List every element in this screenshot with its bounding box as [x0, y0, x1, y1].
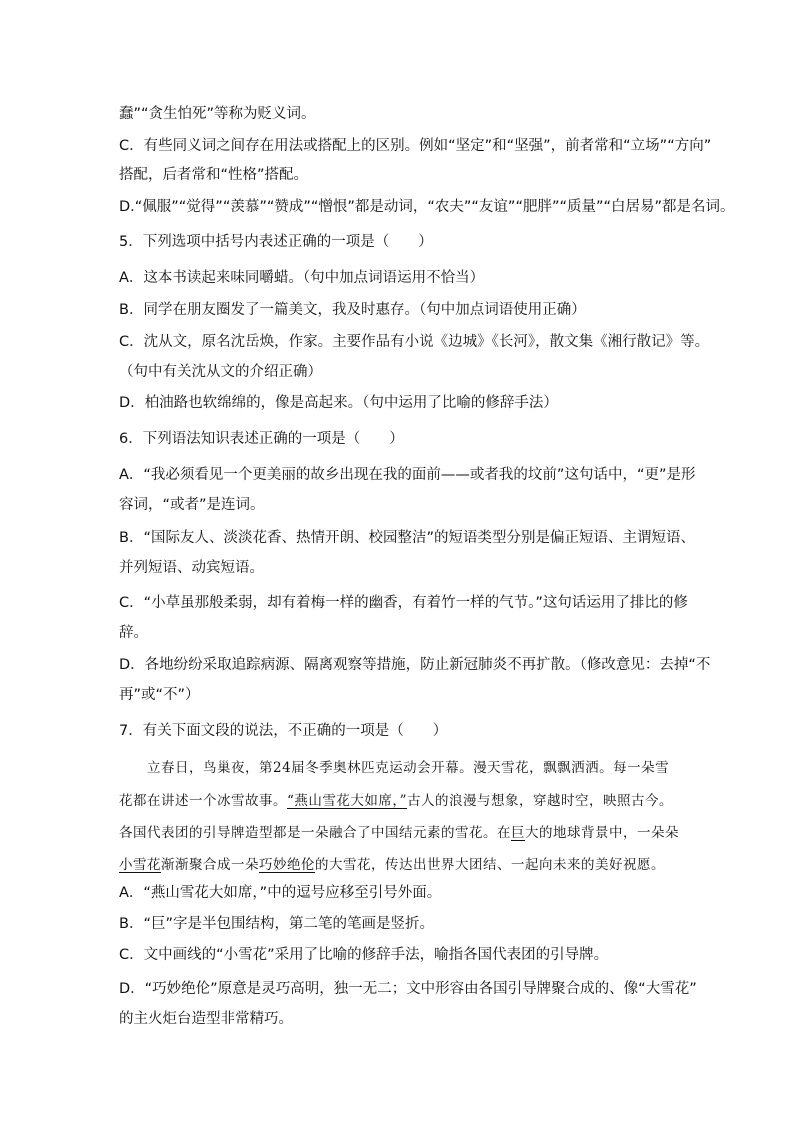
option-7b: B．“巨”字是半包围结构，第二笔的笔画是竖折。: [119, 916, 434, 932]
option-7d-cont: 的主火炬台造型非常精巧。: [119, 1011, 293, 1027]
option-5a: A．这本书读起来味同嚼蜡。（句中加点词语运用不恰当）: [119, 270, 485, 286]
text-line: 搭配，后者常和“性格”搭配。: [119, 167, 309, 183]
passage-text: 各国代表团的引导牌造型都是一朵融合了中国结元素的雪花。在: [119, 825, 511, 841]
option-6a-cont: 容词，“或者”是连词。: [119, 497, 265, 513]
passage-text: 渐渐聚合成一朵: [161, 857, 259, 873]
text-line: 蠢”“贪生怕死”等称为贬义词。: [119, 106, 316, 122]
option-6d-cont: 再”或“不”）: [119, 687, 200, 703]
passage-line: [119, 791, 673, 811]
text-line: C．有些同义词之间存在用法或搭配上的区别。例如“坚定”和“坚强”，前者常和“立场”“方向”: [119, 138, 712, 154]
passage-line: 立春日，鸟巢夜，第24届冬季奥林匹克运动会开幕。漫天雪花，飘飘洒洒。每一朵雪: [147, 760, 670, 776]
option-5c-cont: （句中有关沈从文的介绍正确）: [119, 364, 322, 380]
option-6b-cont: 并列短语、动宾短语。: [119, 560, 264, 576]
passage-text: 大的地球背景中，一朵朵: [525, 825, 679, 841]
underlined-text: 巧妙绝伦: [259, 857, 315, 873]
passage-text: 古人的浪漫与想象，穿越时空，映照古今。: [407, 793, 674, 809]
option-7c: C．文中画线的“小雪花”采用了比喻的修辞手法，喻指各国代表团的引导牌。: [119, 947, 609, 963]
passage-line: [119, 855, 665, 875]
question-5: 5．下列选项中括号内表述正确的一项是（ ）: [119, 234, 433, 250]
option-7a: A．“燕山雪花大如席，”中的逗号应移至引号外面。: [119, 885, 442, 901]
question-6: 6．下列语法知识表述正确的一项是（ ）: [119, 431, 404, 447]
underlined-text: 巨: [511, 825, 525, 841]
text-line: D.“佩服”“觉得”“羡慕”“赞成”“憎恨”都是动词，“农夫”“友谊”“肥胖”“质量”“白居易”都是名词。: [119, 199, 735, 215]
option-6b: B．“国际友人、淡淡花香、热情开朗、校园整洁”的短语类型分别是偏正短语、主谓短语、: [119, 530, 695, 546]
question-7: 7．有关下面文段的说法，不正确的一项是（ ）: [119, 723, 448, 739]
underlined-text: “燕山雪花大如席，”: [287, 793, 408, 809]
option-5d: D．柏油路也软绵绵的，像是高起来。（句中运用了比喻的修辞手法）: [119, 395, 558, 411]
option-5b: B．同学在朋友圈发了一篇美文，我及时惠存。（句中加点词语使用正确）: [119, 302, 586, 318]
option-6d: D．各地纷纷采取追踪病源、隔离观察等措施，防止新冠肺炎不再扩散。（修改意见：去掉“不: [119, 657, 711, 673]
option-6a: A．“我必须看见一个更美丽的故乡出现在我的面前——或者我的坟前”这句话中，“更”是形: [119, 467, 696, 483]
passage-text: 的大雪花，传达出世界大团结、一起向未来的美好祝愿。: [315, 857, 665, 873]
option-5c: C．沈从文，原名沈岳焕，作家。主要作品有小说《边城》《长河》，散文集《湘行散记》等。: [119, 334, 710, 350]
underlined-text: 小雪花: [119, 857, 161, 873]
option-7d: D．“巧妙绝伦”原意是灵巧高明，独一无二；文中形容由各国引导牌聚合成的、像“大雪花”: [119, 981, 697, 997]
passage-line: [119, 823, 679, 843]
option-6c: C．“小草虽那般柔弱，却有着梅一样的幽香，有着竹一样的气节。”这句话运用了排比的修: [119, 595, 688, 611]
passage-text: 花都在讲述一个冰雪故事。: [119, 793, 287, 809]
option-6c-cont: 辞。: [119, 625, 148, 641]
